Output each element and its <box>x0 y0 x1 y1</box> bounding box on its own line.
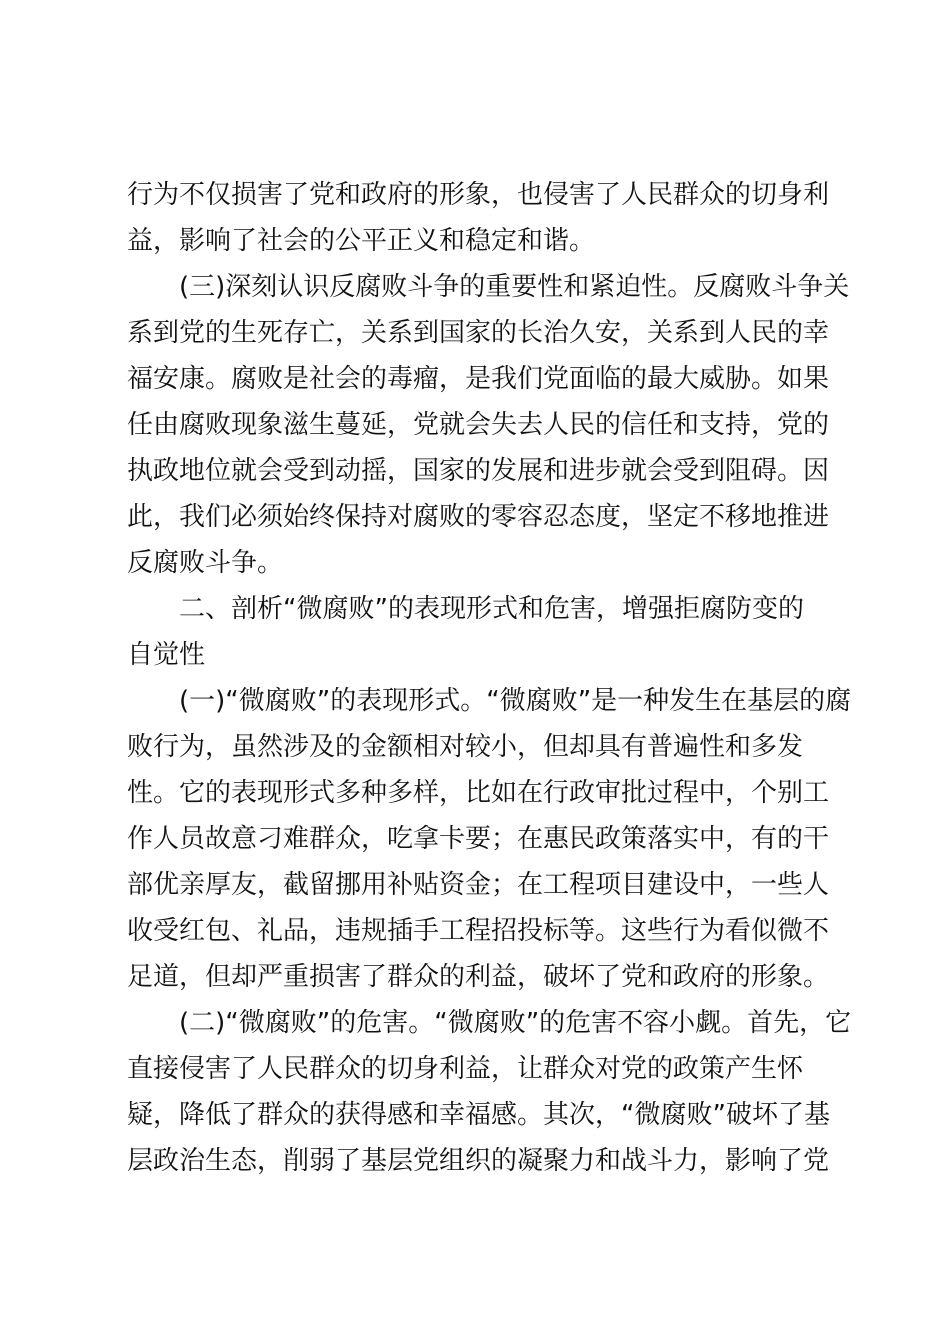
body-text-line: 足道，但却严重损害了群众的利益，破坏了党和政府的形象。 <box>127 962 830 992</box>
section-heading-line: 自觉性 <box>127 640 206 670</box>
body-text-line: 作人员故意刁难群众，吃拿卡要；在惠民政策落实中，有的干 <box>127 824 830 854</box>
paragraph-start-line: (一)“微腐败”的表现形式。“微腐败”是一种发生在基层的腐 <box>179 686 852 716</box>
body-text-line: 收受红包、礼品，违规插手工程招投标等。这些行为看似微不 <box>127 916 830 946</box>
body-text-line: 直接侵害了人民群众的切身利益，让群众对党的政策产生怀 <box>127 1054 804 1084</box>
body-text-line: 层政治生态，削弱了基层党组织的凝聚力和战斗力，影响了党 <box>127 1146 830 1176</box>
body-text-line: 系到党的生死存亡，关系到国家的长治久安，关系到人民的幸 <box>127 318 830 348</box>
body-text-line: 部优亲厚友，截留挪用补贴资金；在工程项目建设中，一些人 <box>127 870 830 900</box>
body-text-line: 败行为，虽然涉及的金额相对较小，但却具有普遍性和多发 <box>127 732 804 762</box>
paragraph-start-line: (二)“微腐败”的危害。“微腐败”的危害不容小觑。首先，它 <box>179 1008 852 1038</box>
body-text-line: 行为不仅损害了党和政府的形象，也侵害了人民群众的切身利 <box>127 180 830 210</box>
body-text-line: 反腐败斗争。 <box>127 548 284 578</box>
body-text-line: 益，影响了社会的公平正义和稳定和谐。 <box>127 226 596 256</box>
paragraph-start-line: (三)深刻认识反腐败斗争的重要性和紧迫性。反腐败斗争关 <box>179 272 850 302</box>
body-text-line: 疑，降低了群众的获得感和幸福感。其次，“微腐败”破坏了基 <box>127 1100 830 1130</box>
body-text-line: 执政地位就会受到动摇，国家的发展和进步就会受到阻碍。因 <box>127 456 830 486</box>
body-text-line: 任由腐败现象滋生蔓延，党就会失去人民的信任和支持，党的 <box>127 410 830 440</box>
document-body <box>127 172 852 1184</box>
section-heading-line: 二、剖析“微腐败”的表现形式和危害，增强拒腐防变的 <box>179 594 804 624</box>
body-text-line: 性。它的表现形式多种多样，比如在行政审批过程中，个别工 <box>127 778 830 808</box>
body-text-line: 此，我们必须始终保持对腐败的零容忍态度，坚定不移地推进 <box>127 502 830 532</box>
body-text-line: 福安康。腐败是社会的毒瘤，是我们党面临的最大威胁。如果 <box>127 364 830 394</box>
